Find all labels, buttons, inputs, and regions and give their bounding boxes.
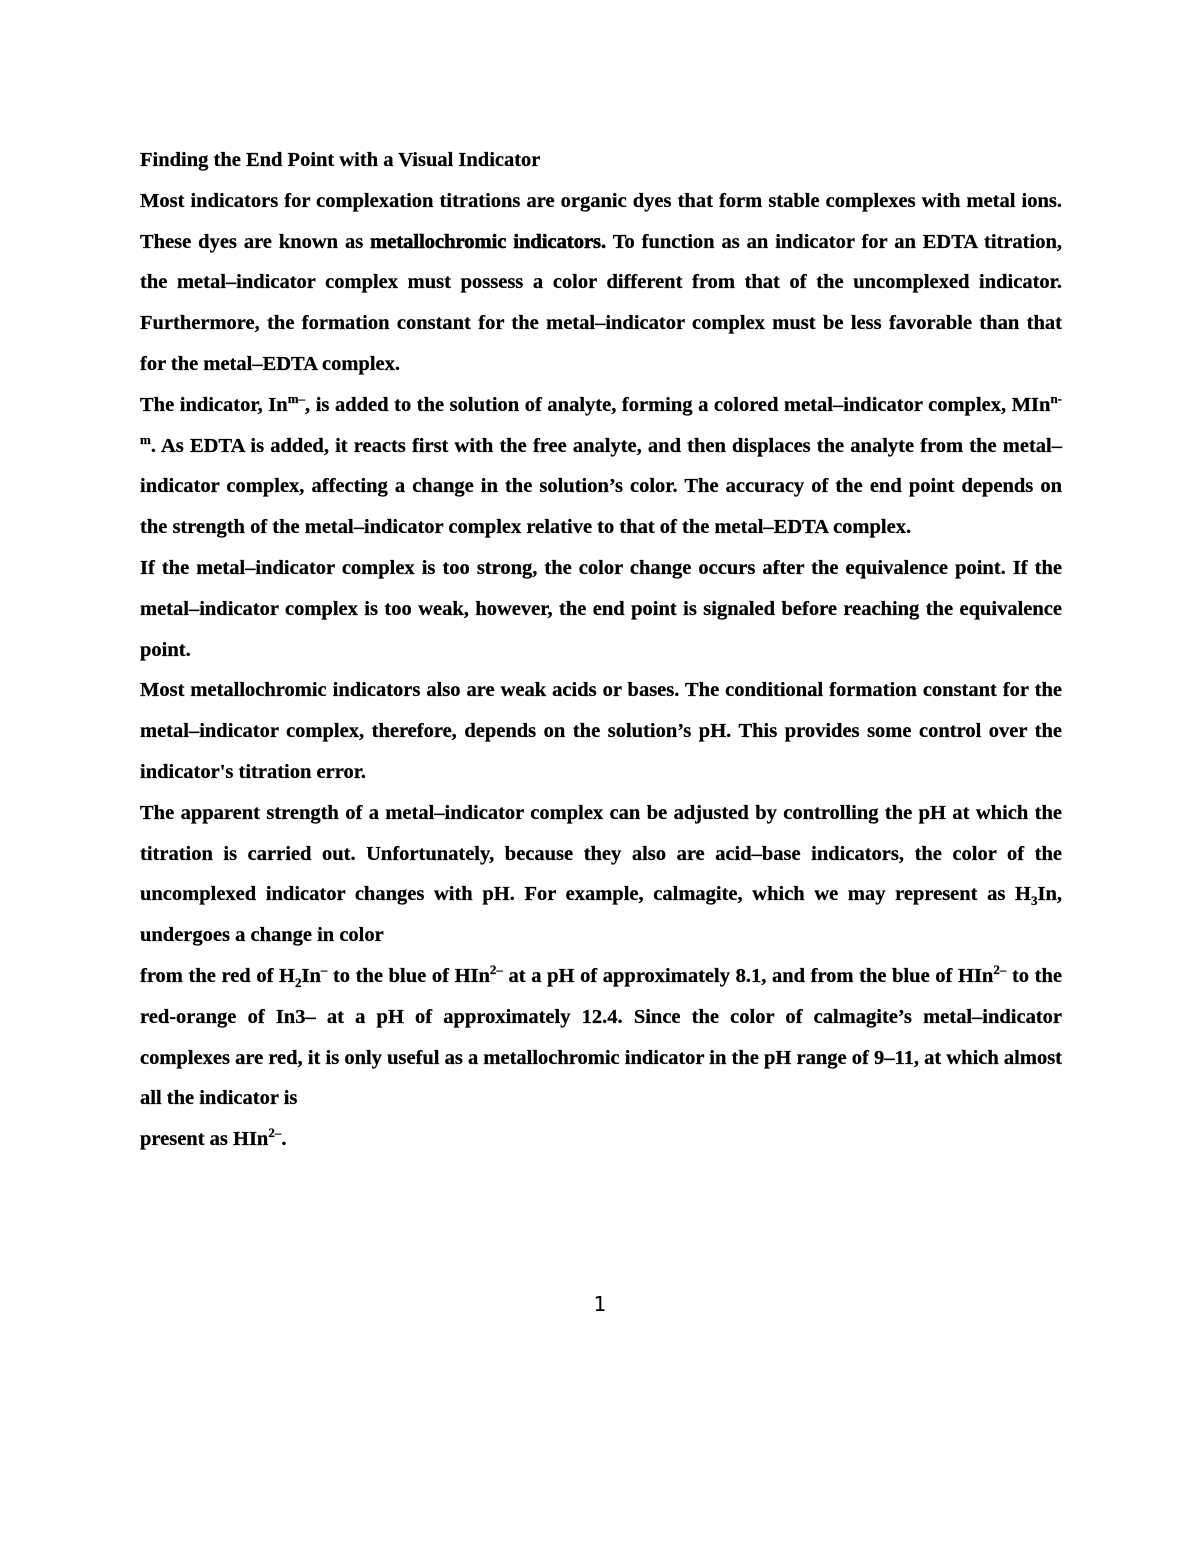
p2-text-2: , is added to the solution of analyte, forming a colored metal–indicator complex, MIn — [305, 393, 1051, 416]
p6-superscript-1: – — [320, 962, 328, 978]
p6-superscript-3: 2– — [993, 962, 1007, 978]
paragraph-indicator-mechanism — [140, 385, 1062, 548]
paragraph-present-as — [140, 1119, 1062, 1160]
p1-bold-term: metallochromic indicators. — [370, 230, 607, 253]
p6-text-2: In — [301, 964, 321, 987]
p2-superscript-2: n-m — [140, 390, 1063, 447]
p5-text-2: In, undergoes a change in color — [140, 883, 1062, 947]
p5-text-1: The apparent strength of a metal–indicator complex can be adjusted by controlling the pH at which the titration is carried out. Unfortunately, because they also are acid–base indicators, the color of the uncomplexed indicator changes with pH. For example, calmagite, which we may represent as H — [140, 801, 1062, 906]
p2-text-3: . As EDTA is added, it reacts first with the free analyte, and then displaces the analyte from the metal–indicator complex, affecting a change in the solution’s color. The accuracy of the end point depends on the strength of the metal–indicator complex relative to that of the metal–EDTA complex. — [140, 434, 1062, 539]
p6-text-1: from the red of H — [140, 964, 295, 987]
p7-superscript-1: 2– — [268, 1125, 282, 1141]
p2-superscript-1: m– — [287, 390, 306, 406]
p6-subscript-1: 2 — [294, 975, 302, 991]
p6-superscript-2: 2– — [489, 962, 503, 978]
paragraph-complex-strength: If the metal–indicator complex is too strong, the color change occurs after the equivalence point. If the metal–indicator complex is too weak, however, the end point is signaled before reaching the equivalence point. — [140, 556, 1062, 661]
page-number: 1 — [593, 1292, 607, 1316]
paragraph-weak-acids: Most metallochromic indicators also are weak acids or bases. The conditional formation constant for the metal–indicator complex, therefore, depends on the solution’s pH. This provides some control over the indicator's titration error. — [140, 679, 1062, 783]
document-body — [140, 140, 1062, 1160]
section-heading: Finding the End Point with a Visual Indicator — [140, 149, 541, 171]
paragraph-metallochromic-intro — [140, 181, 1062, 385]
p6-text-4: at a pH of approximately 8.1, and from the blue of HIn — [502, 964, 994, 987]
p7-text-2: . — [281, 1128, 287, 1151]
p6-text-3: to the blue of HIn — [327, 964, 490, 987]
p1-text-before: Most indicators for complexation titrations are organic dyes that form stable complexes with metal ions. These dyes are known as — [140, 189, 1062, 253]
p6-text-5: to the red-orange of In3– at a pH of approximately 12.4. Since the color of calmagite’s metal–indicator complexes are red, it is only useful as a metallochromic indicator in the pH range of 9–11, at which almost all the indicator is — [140, 964, 1062, 1110]
p2-text-1: The indicator, In — [140, 393, 288, 416]
p1-text-after: To function as an indicator for an EDTA titration, the metal–indicator complex must possess a color different from that of the uncomplexed indicator. Furthermore, the formation constant for the metal–indicator complex must be less favorable than that for the metal–EDTA complex. — [140, 230, 1062, 375]
paragraph-apparent-strength — [140, 793, 1062, 956]
p7-text-1: present as HIn — [140, 1128, 269, 1151]
paragraph-calmagite-colors — [140, 956, 1062, 1119]
p5-subscript-1: 3 — [1030, 893, 1038, 909]
